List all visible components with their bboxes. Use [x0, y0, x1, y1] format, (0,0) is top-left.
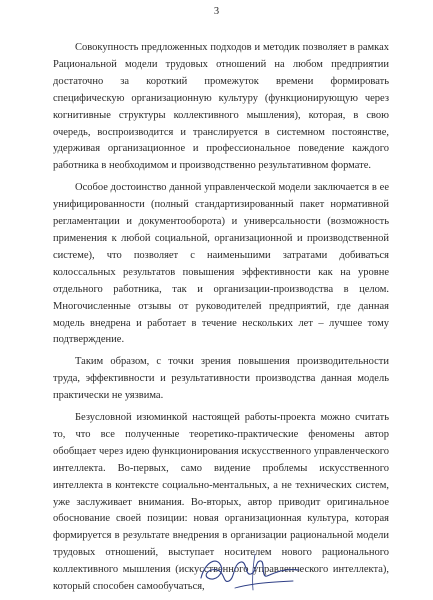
signature-icon — [195, 548, 305, 593]
paragraph-4: Безусловной изюминкой настоящей работы-проекта можно считать то, что все полученные теоретико-практические феномены автор обобщает через идею функционирования искусственного управленческого интеллекта. Во-первых, само видение проблемы искусственного интеллекта в контексте социально-ментальных, а не технических систем, уже заслуживает внимания. Во-вторых, автор приводит оригинальное обоснование своей позиции: новая организационная культура, которая формируется в результате внедрения в организации рациональной модели трудовых отношений, выступает носителем нового рационального коллективного мышления (искусственного управленческого интеллекта), который способен самообучаться, — [53, 412, 389, 593]
body-text — [53, 40, 389, 596]
paragraph-3: Таким образом, с точки зрения повышения производительности труда, эффективности и результативности производства данная модель практически не уязвима. — [53, 356, 389, 402]
paragraph-2: Особое достоинство данной управленческой модели заключается в ее унифицированности (полный стандартизированный пакет нормативной регламентации и документооборота) и универсальности (возможность применения к любой социальной, организационной и производственной системе), что позволяет с наименьшими затратами добиваться колоссальных результатов повышения эффективности как на уровне отдельного работника, так и организации-производства в целом. Многочисленные отзывы от руководителей предприятий, где данная модель внедрена и работает в течение нескольких лет – лучшее тому подтверждение. — [53, 182, 389, 346]
page-number: 3 — [213, 6, 220, 17]
paragraph-1: Совокупность предложенных подходов и методик позволяет в рамках Рациональной модели трудовых отношений на любом предприятии достаточно за короткий промежуток времени формировать специфическую организационную культуру (функционирующую через когнитивные структуры коллективного мышления), которая, в свою очередь, воспроизводится и транслируется в системном постоянстве, удерживая организационное и профессиональное поведение каждого работника в необходимом и производственно результативном формате. — [53, 42, 389, 172]
